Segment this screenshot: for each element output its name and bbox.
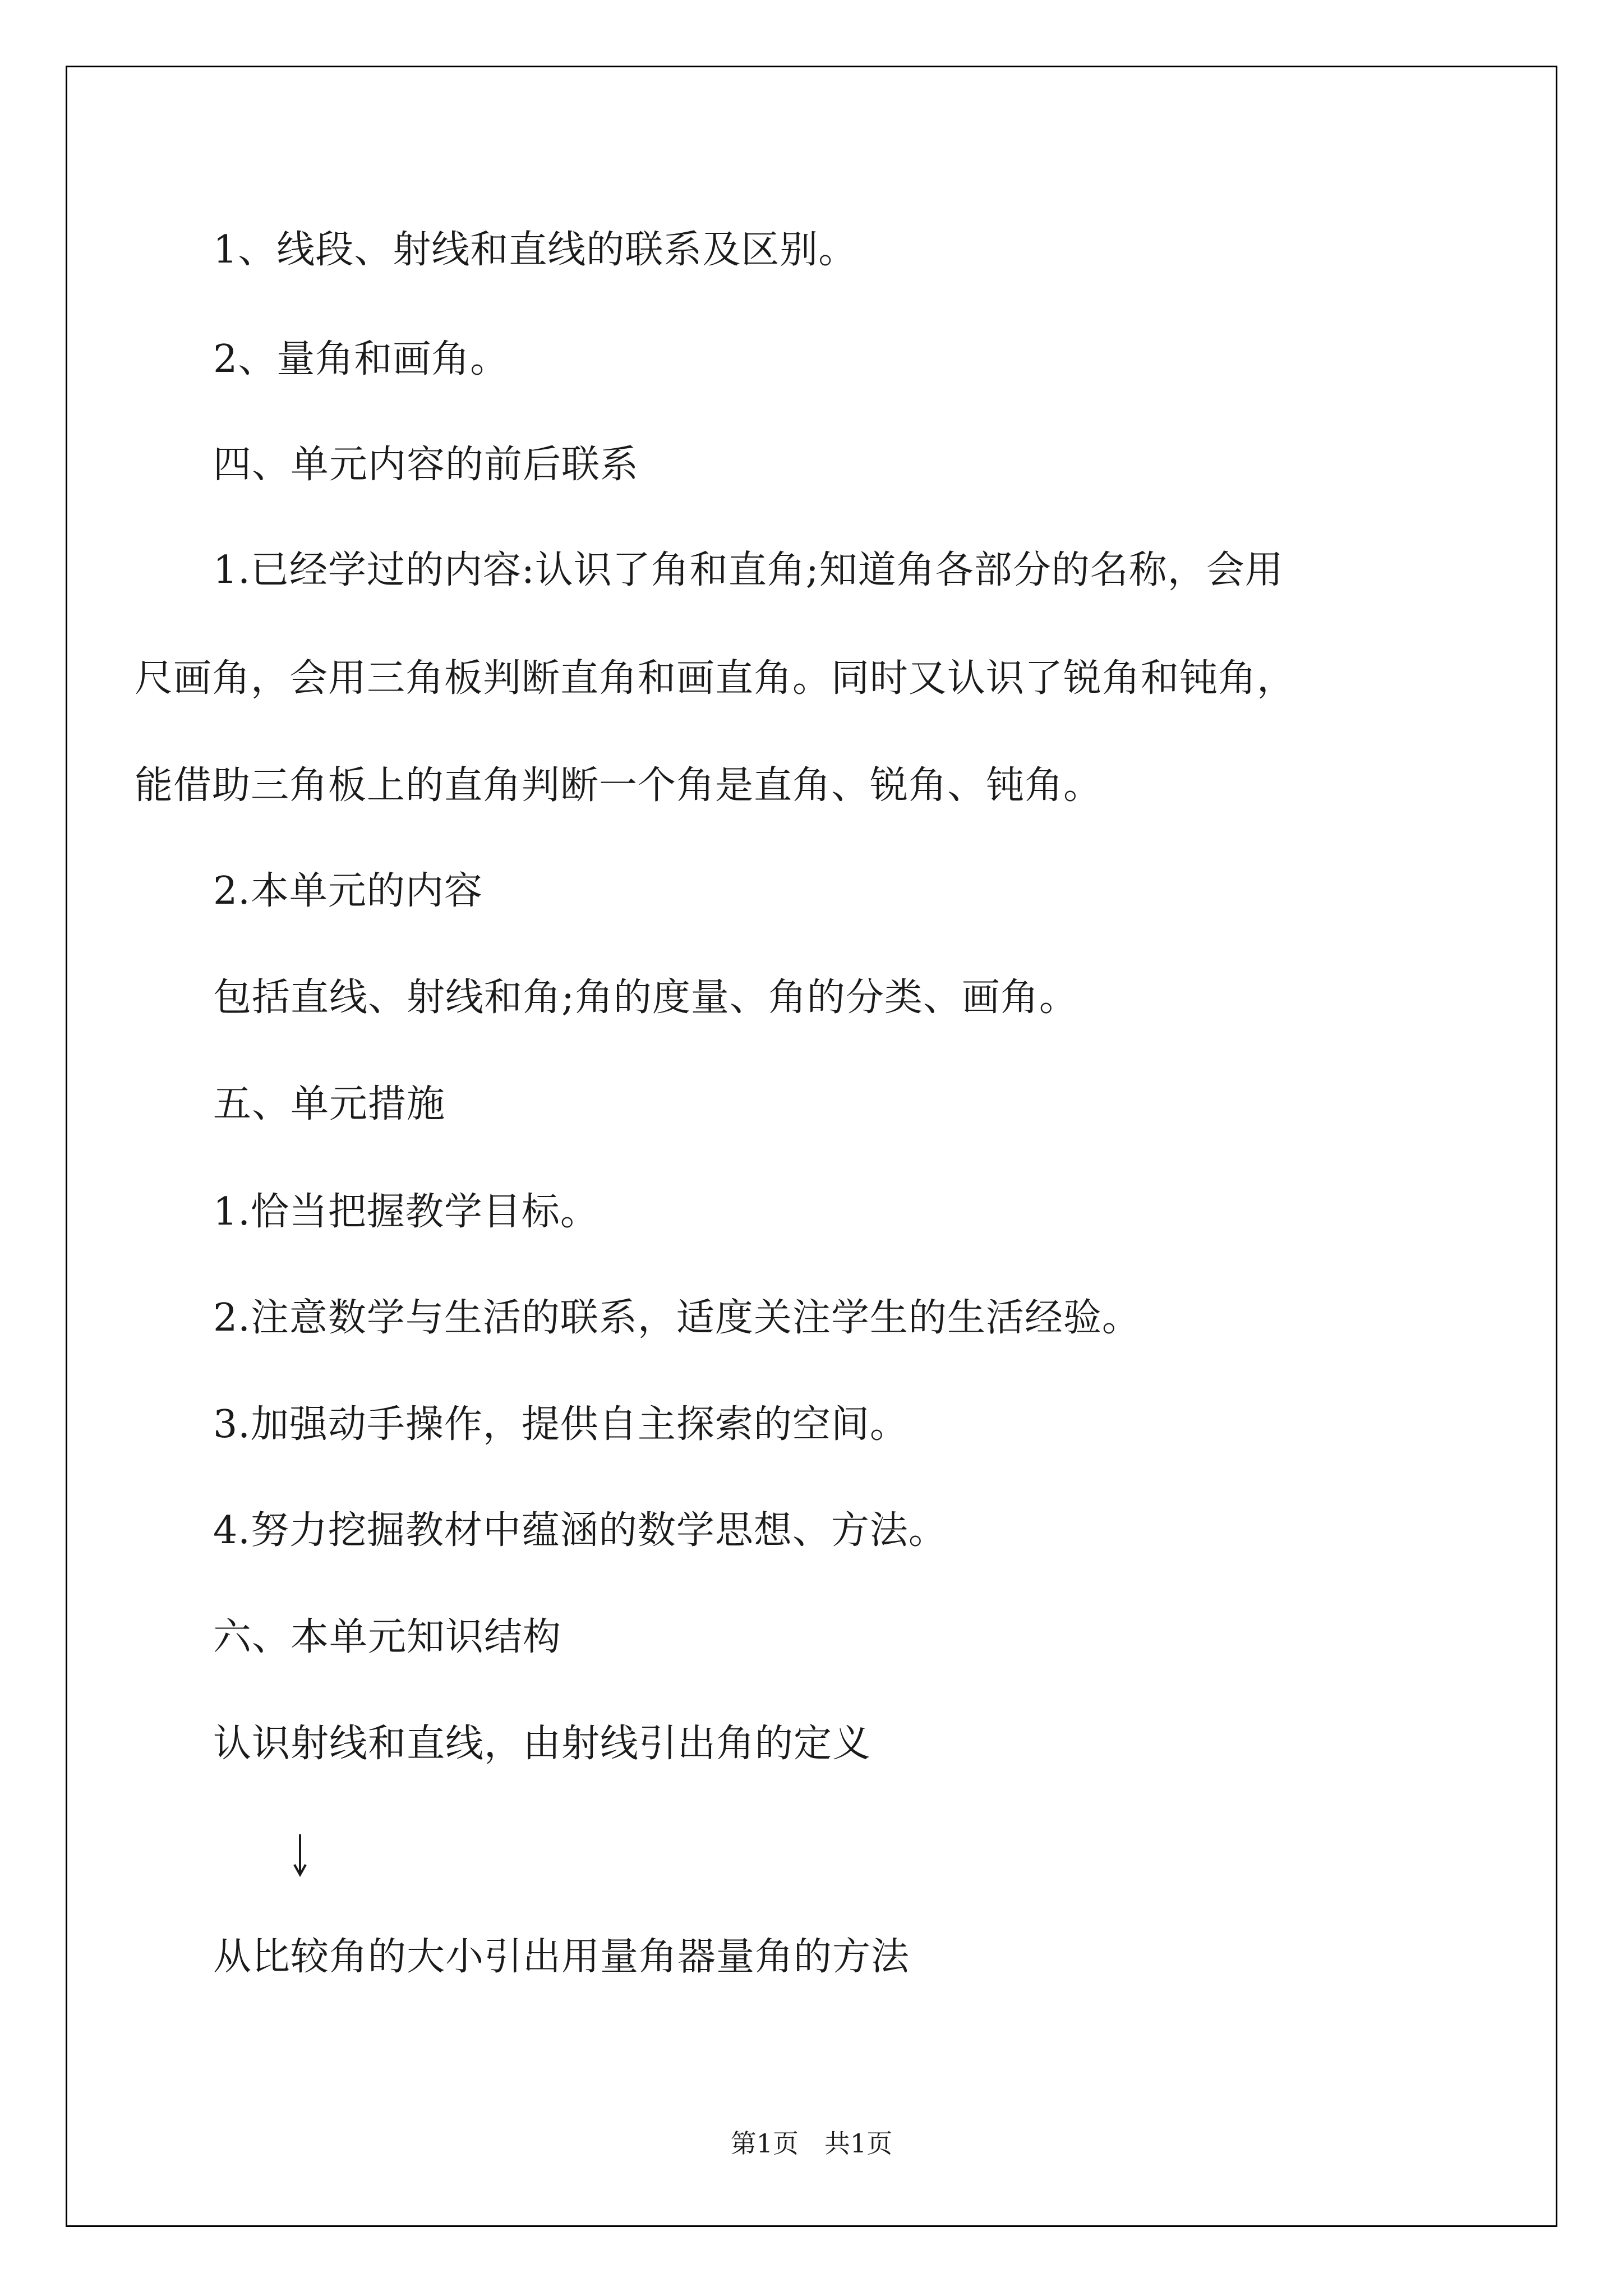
text-line: 4.努力挖掘教材中蕴涵的数学思想、方法。: [213, 1508, 947, 1553]
text-line: 能借助三角板上的直角判断一个角是直角、锐角、钝角。: [135, 763, 1103, 808]
text-line: 1、线段、射线和直线的联系及区别。: [213, 228, 857, 272]
text-line: 1.恰当把握教学目标。: [213, 1190, 599, 1234]
text-line: 2.注意数学与生活的联系，适度关注学生的生活经验。: [213, 1296, 1141, 1340]
section-heading: 五、单元措施: [213, 1082, 446, 1126]
section-heading: 四、单元内容的前后联系: [213, 443, 639, 487]
text-line: 尺画角，会用三角板判断直角和画直角。同时又认识了锐角和钝角，: [135, 656, 1296, 701]
text-line: 1.已经学过的内容:认识了角和直角;知道角各部分的名称，会用: [213, 548, 1284, 592]
text-line: 包括直线、射线和角;角的度量、角的分类、画角。: [213, 976, 1078, 1020]
section-heading: 六、本单元知识结构: [213, 1615, 562, 1659]
text-line: 从比较角的大小引出用量角器量角的方法: [213, 1935, 910, 1979]
down-arrow-icon: [289, 1832, 311, 1878]
text-line: 认识射线和直线，由射线引出角的定义: [213, 1722, 872, 1766]
text-line: 2、量角和画角。: [213, 337, 509, 381]
text-line: 3.加强动手操作，提供自主探索的空间。: [213, 1402, 909, 1447]
page-number-footer: 第1页 共1页: [730, 2128, 893, 2159]
text-line: 2.本单元的内容: [213, 869, 483, 913]
